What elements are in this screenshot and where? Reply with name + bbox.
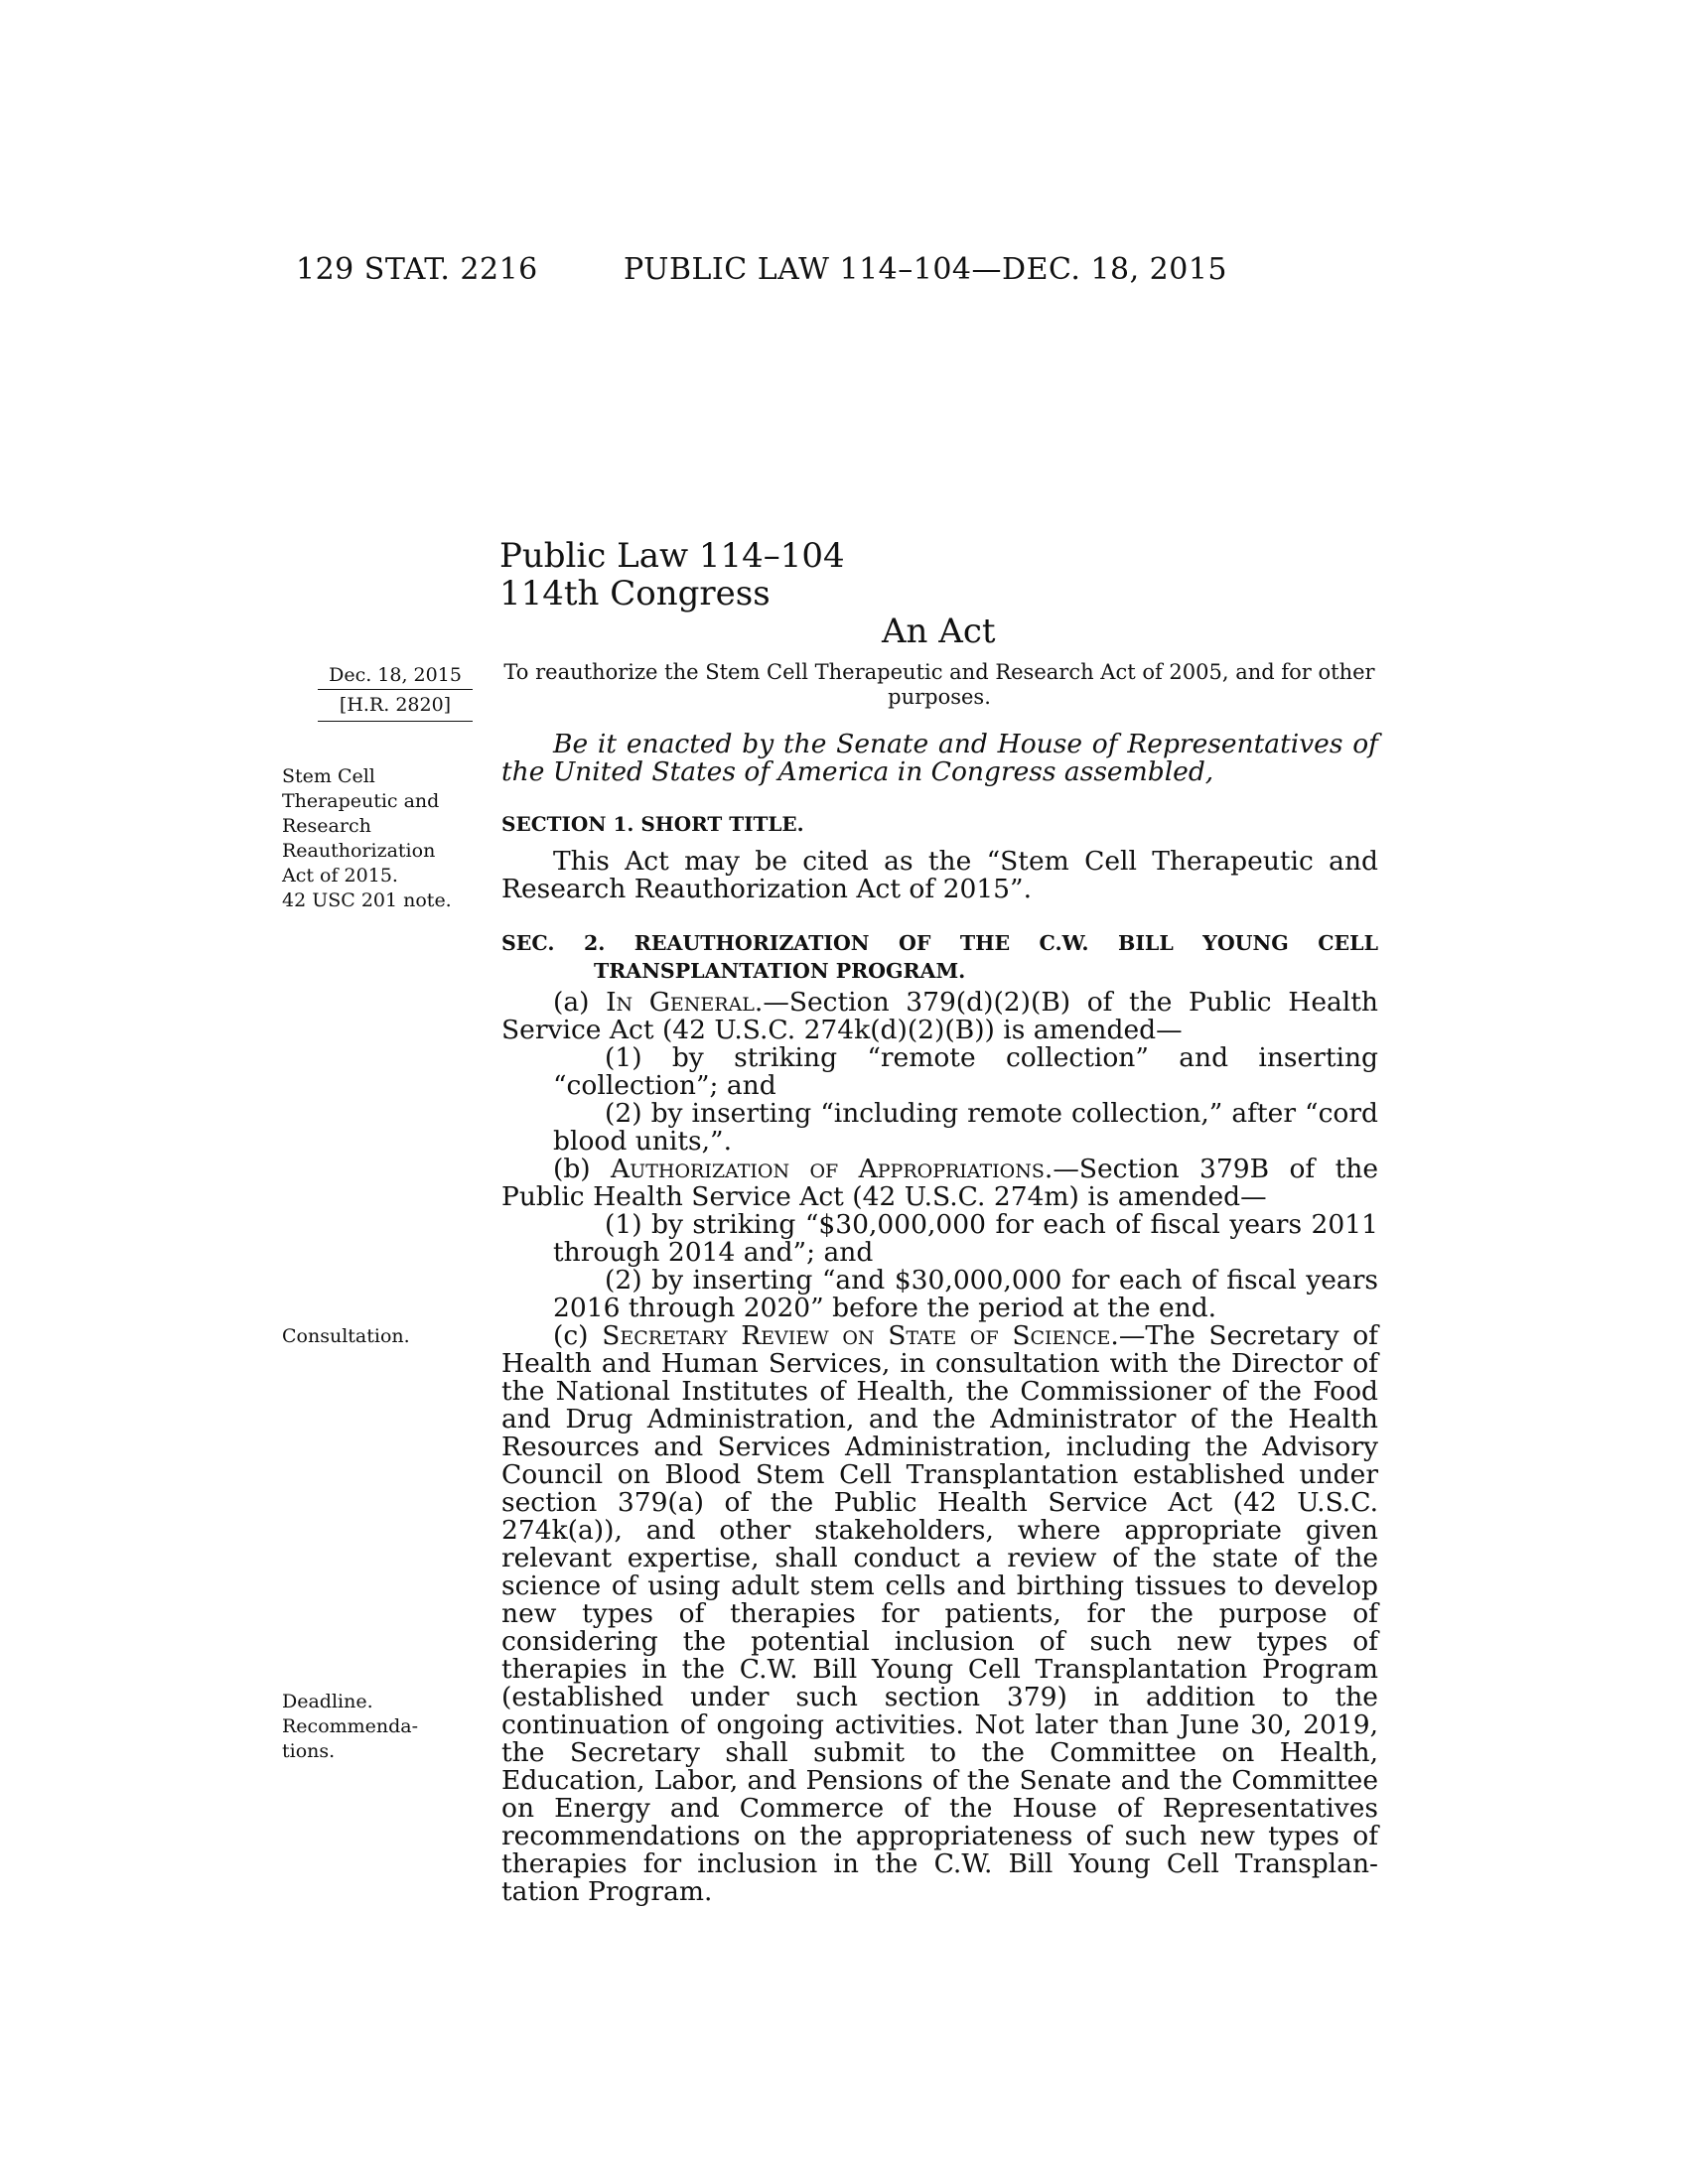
section-1-text: This Act may be cited as the “Stem Cell Therapeutic and Research Reauthorization Act of 2015”. (501, 846, 1378, 904)
enactment-date: Dec. 18, 2015 (329, 664, 462, 686)
subsection-enum: (a) (553, 987, 590, 1018)
subsection-b (501, 1156, 1378, 1211)
subsection-enum: (b) (553, 1154, 591, 1184)
margin-note-short-title (282, 764, 481, 913)
purpose-clause: To reauthorize the Stem Cell Therapeutic and Research Act of 2005, and for other purposes. (503, 660, 1375, 709)
paragraph-a2: (2) by inserting “including remote collection,” after “cord blood units,”. (553, 1098, 1378, 1157)
section-2-heading-line: TRANSPLANTATION PROGRAM. (594, 959, 966, 983)
paragraph-b1: (1) by striking “$30,000,000 for each of fiscal years 2011 through 2014 and”; and (553, 1209, 1378, 1268)
paragraph-b2: (2) by inserting “and $30,000,000 for each of fiscal years 2016 through 2020” before the period at the end. (553, 1265, 1378, 1323)
statute-page-number: 129 STAT. 2216 (296, 252, 538, 287)
enacting-clause: Be it enacted by the Senate and House of Representatives of the United States of America in Congress assembled, (501, 729, 1378, 787)
subsection-enum: (c) (553, 1320, 589, 1351)
congress: 114th Congress (499, 574, 771, 614)
margin-note-line: Reauthorization (282, 840, 436, 862)
bill-number: [H.R. 2820] (339, 694, 452, 716)
section-1-heading: SECTION 1. SHORT TITLE. (501, 812, 804, 836)
margin-note-line: Recommenda- (282, 1715, 419, 1737)
section-2-heading (501, 929, 1378, 985)
margin-note-line: tions. (282, 1740, 336, 1762)
act-heading: An Act (882, 612, 996, 651)
subsection-caption: In General. (606, 987, 764, 1018)
section-2-heading-line: SEC. 2. REAUTHORIZATION OF THE C.W. BILL YOUNG CELL (501, 931, 1378, 955)
margin-note-deadline (282, 1690, 419, 1764)
subsection-c (501, 1322, 1378, 1906)
law-number: Public Law 114–104 (499, 536, 845, 576)
running-title: PUBLIC LAW 114–104—DEC. 18, 2015 (624, 252, 1228, 287)
subsection-text: —Section 379B of the Public Health Service Act (42 U.S.C. 274m) is amended— (501, 1154, 1378, 1212)
subsection-caption: Secretary Review on State of Science. (602, 1320, 1119, 1351)
margin-rule (318, 689, 473, 690)
margin-rule (318, 721, 473, 722)
subsection-text: —Section 379(d)(2)(B) of the Public Health Service Act (42 U.S.C. 274k(d)(2)(B)) is amended— (501, 987, 1378, 1045)
subsection-text: —The Secretary of Health and Human Services, in consultation with the Director of the National Institutes of Health, the Commissioner of the Food and Drug Administration, and the Administrator of the Health Resources and Services Administration, including the Advisory Council on Blood Stem Cell Transplantation established under section 379(a) of the Public Health Service Act (42 U.S.C. 274k(a)), and other stakeholders, where appropriate given relevant expertise, shall conduct a review of the state of the science of using adult stem cells and birthing tissues to develop new types of therapies for patients, for the purpose of considering the potential inclusion of such new types of therapies in the C.W. Bill Young Cell Transplantation Program (established under such section 379) in addition to the continuation of ongoing activities. Not later than June 30, 2019, the Secretary shall submit to the Committee on Health, Education, Labor, and Pensions of the Senate and the Committee on Energy and Commerce of the House of Representatives recommendations on the appropriateness of such new types of therapies for inclusion in the C.W. Bill Young Cell Transplantation Program. (501, 1320, 1378, 1907)
margin-note-line: Deadline. (282, 1691, 373, 1712)
margin-note-line: Act of 2015. (282, 865, 398, 887)
subsection-a (501, 989, 1378, 1044)
margin-note-line: Stem Cell (282, 765, 375, 787)
paragraph-a1: (1) by striking “remote collection” and inserting “collection”; and (553, 1042, 1378, 1101)
margin-note-consultation: Consultation. (282, 1325, 410, 1347)
subsection-caption: Authorization of Appropriations. (611, 1154, 1054, 1184)
margin-note-line: 42 USC 201 note. (282, 889, 452, 911)
margin-note-line: Therapeutic and (282, 790, 440, 812)
margin-note-line: Research (282, 815, 371, 837)
